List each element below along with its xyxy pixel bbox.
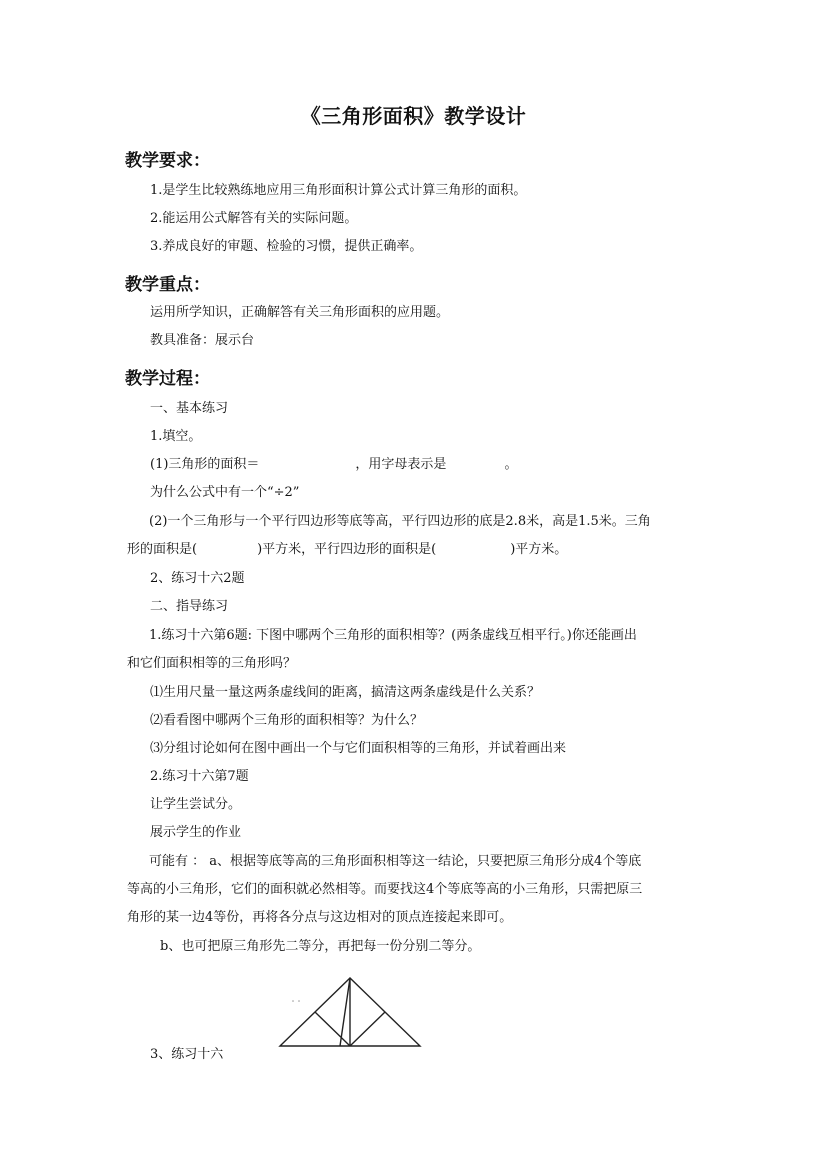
stray-dot [298,1000,300,1002]
right-bisector-line [350,1012,385,1046]
focus-item-1: 运用所学知识，正确解答有关三角形面积的应用题。 [150,305,450,320]
student-try: 让学生尝试分。 [150,797,242,812]
basic-practice-title: 一、基本练习 [150,401,229,416]
question-2-part-b: )平方米，平行四边形的面积是( [257,542,437,557]
heading-process: 教学过程： [125,369,210,389]
question-1-why: 为什么公式中有一个“÷2” [150,485,300,500]
exercise-16-6-paragraph [127,622,705,678]
requirement-item-3: 3.养成良好的审题、检验的习惯，提供正确率。 [150,239,423,254]
heading-requirements: 教学要求： [125,151,210,171]
option-b: b、也可把原三角形先二等分，再把每一份分别二等分。 [160,939,481,954]
question-1-part-c: 。 [504,457,518,472]
possible-line-1: 可能有 ： a、根据等底等高的三角形面积相等这一结论，只要把原三角形分成4个等底 [149,854,642,869]
focus-item-2: 教具准备：展示台 [150,333,255,348]
question-2-line-2 [127,536,705,564]
sub-question-1: ⑴生用尺量一量这两条虚线间的距离，搞清这两条虚线是什么关系？ [150,685,541,700]
triangle-division-figure [270,974,430,1054]
exercise-16-6-line-2: 和它们面积相等的三角形吗？ [127,656,297,671]
sub-question-3: ⑶分组讨论如何在图中画出一个与它们面积相等的三角形，并试着画出来 [150,741,567,756]
exercise-16-3: 3、练习十六 [150,1047,224,1062]
requirement-item-2: 2.能运用公式解答有关的实际问题。 [150,211,358,226]
exercise-16-2: 2、练习十六2题 [150,571,245,586]
question-1-part-a: (1)三角形的面积＝ [150,457,260,472]
possible-line-2: 等高的小三角形，它们的面积就必然相等。而要找这4个等底等高的小三角形，只需把原三 [127,882,643,897]
question-2-part-a: 形的面积是( [127,542,198,557]
question-2-paragraph [127,508,705,564]
document-title: 《三角形面积》教学设计 [300,104,527,128]
stray-dot [292,1000,294,1002]
question-2-line-1: (2)一个三角形与一个平行四边形等底等高，平行四边形的底是2.8米，高是1.5米。三角 [149,514,651,529]
show-work: 展示学生的作业 [150,825,242,840]
question-1-part-b: ，用字母表示是 [355,457,447,472]
fill-blank-title: 1.填空。 [150,429,202,444]
requirement-item-1: 1.是学生比较熟练地应用三角形面积计算公式计算三角形的面积。 [150,183,527,198]
sub-question-2: ⑵看看图中哪两个三角形的面积相等？为什么？ [150,713,424,728]
question-1-line [150,456,517,474]
heading-focus: 教学重点： [125,275,210,295]
guide-practice-title: 二、指导练习 [150,599,229,614]
question-2-part-c: )平方米。 [510,542,568,557]
left-center-line [340,978,350,1046]
exercise-16-6-line-1: 1.练习十六第6题: 下图中哪两个三角形的面积相等？(两条虚线互相平行。)你还能画出 [149,628,637,643]
exercise-16-7: 2.练习十六第7题 [150,769,249,784]
possible-answers-paragraph [127,848,705,932]
possible-line-3: 角形的某一边4等份，再将各分点与这边相对的顶点连接起来即可。 [127,910,513,925]
